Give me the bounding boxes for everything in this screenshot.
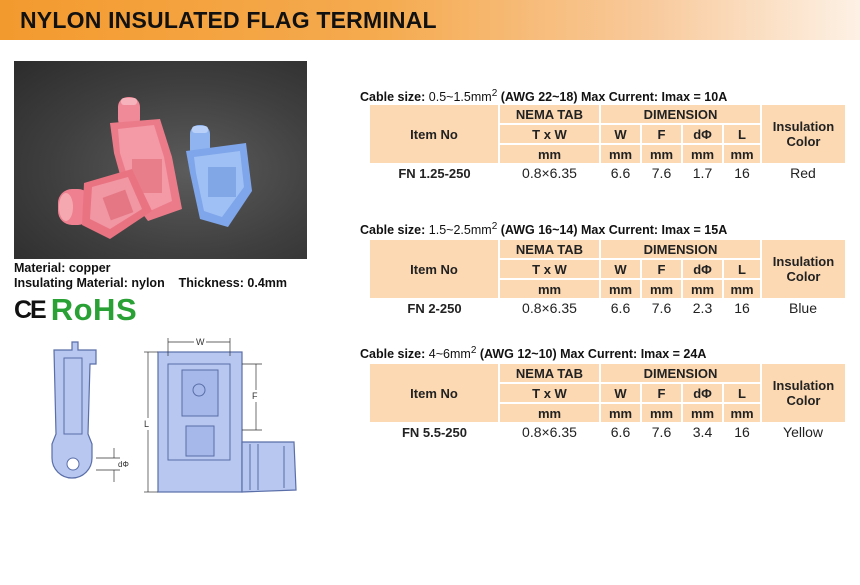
table-row (370, 163, 845, 183)
unit-cell: mm (682, 144, 723, 163)
page-title: NYLON INSULATED FLAG TERMINAL (20, 7, 437, 33)
cable-size: 4~6mm (428, 347, 471, 361)
unit-cell: mm (682, 403, 723, 422)
l-value: 16 (723, 422, 761, 442)
item-number: FN 2-250 (370, 298, 499, 318)
txw-value: 0.8×6.35 (499, 422, 600, 442)
f-value: 7.6 (641, 298, 682, 318)
item-no-header: Item No (370, 364, 499, 422)
l-header: L (723, 383, 761, 403)
f-header: F (641, 259, 682, 279)
side-view (52, 342, 129, 482)
cable-size: 0.5~1.5mm (428, 90, 492, 104)
insulating-material-line: Insulating Material: nylon (14, 276, 165, 290)
front-view (143, 336, 296, 492)
material-info (14, 261, 287, 291)
cable-heading-2 (360, 221, 727, 237)
l-label: L (144, 419, 150, 429)
unit-cell: mm (641, 403, 682, 422)
w-header: W (600, 383, 641, 403)
cable-label: Cable size: (360, 90, 426, 104)
unit-cell: mm (723, 403, 761, 422)
unit-cell: mm (723, 144, 761, 163)
cable-size-sup: 2 (470, 345, 477, 356)
l-header: L (723, 124, 761, 144)
d-phi-header: dΦ (682, 383, 723, 403)
txw-value: 0.8×6.35 (499, 298, 600, 318)
dimension-header: DIMENSION (600, 364, 761, 383)
max-current: Max Current: Imax = 24A (560, 347, 707, 361)
w-value: 6.6 (600, 163, 641, 183)
awg-range: (AWG 22~18) (500, 90, 578, 104)
title-banner (0, 0, 860, 40)
item-no-header: Item No (370, 240, 499, 298)
f-header: F (641, 124, 682, 144)
d-phi-value: 1.7 (682, 163, 723, 183)
insulation-color-header: Insulation Color (761, 240, 845, 298)
cable-size-sup: 2 (491, 88, 498, 99)
unit-cell: mm (499, 279, 600, 298)
d-phi-value: 2.3 (682, 298, 723, 318)
cable-size-sup: 2 (491, 221, 498, 232)
w-value: 6.6 (600, 298, 641, 318)
unit-cell: mm (600, 403, 641, 422)
insulation-color-value: Blue (761, 298, 845, 318)
nema-tab-header: NEMA TAB (499, 240, 600, 259)
unit-cell: mm (499, 403, 600, 422)
f-value: 7.6 (641, 163, 682, 183)
unit-cell: mm (723, 279, 761, 298)
nema-tab-header: NEMA TAB (499, 105, 600, 124)
txw-value: 0.8×6.35 (499, 163, 600, 183)
l-header: L (723, 259, 761, 279)
table-row (370, 422, 845, 442)
unit-cell: mm (600, 279, 641, 298)
txw-header: T x W (499, 124, 600, 144)
insulation-color-header: Insulation Color (761, 364, 845, 422)
unit-cell: mm (641, 144, 682, 163)
ce-mark: CE (14, 295, 45, 324)
max-current: Max Current: Imax = 15A (580, 223, 728, 237)
table-row (370, 298, 845, 318)
cable-size: 1.5~2.5mm (428, 223, 492, 237)
awg-range: (AWG 16~14) (500, 223, 578, 237)
dimension-header: DIMENSION (600, 105, 761, 124)
w-header: W (600, 259, 641, 279)
w-header: W (600, 124, 641, 144)
txw-header: T x W (499, 383, 600, 403)
material-line: Material: copper (14, 261, 111, 275)
txw-header: T x W (499, 259, 600, 279)
w-value: 6.6 (600, 422, 641, 442)
d-phi-label: dΦ (118, 460, 129, 469)
insulation-color-header: Insulation Color (761, 105, 845, 163)
spec-table-1 (370, 105, 845, 183)
certifications (14, 292, 137, 328)
dimension-header: DIMENSION (600, 240, 761, 259)
cable-label: Cable size: (360, 347, 426, 361)
insulation-color-value: Red (761, 163, 845, 183)
cable-label: Cable size: (360, 223, 426, 237)
terminal-photo-image (14, 61, 307, 259)
l-value: 16 (723, 298, 761, 318)
rohs-mark: RoHS (50, 292, 138, 327)
item-number: FN 5.5-250 (370, 422, 499, 442)
unit-cell: mm (600, 144, 641, 163)
awg-range: (AWG 12~10) (479, 347, 557, 361)
insulation-color-value: Yellow (761, 422, 845, 442)
d-phi-header: dΦ (682, 259, 723, 279)
thickness-line: Thickness: 0.4mm (178, 276, 288, 290)
f-header: F (641, 383, 682, 403)
f-value: 7.6 (641, 422, 682, 442)
technical-drawing (44, 334, 306, 502)
item-number: FN 1.25-250 (370, 163, 499, 183)
l-value: 16 (723, 163, 761, 183)
d-phi-value: 3.4 (682, 422, 723, 442)
max-current: Max Current: Imax = 10A (580, 90, 728, 104)
cable-heading-3 (360, 345, 706, 361)
f-label: F (252, 391, 258, 401)
unit-cell: mm (499, 144, 600, 163)
w-label: W (196, 337, 205, 347)
spec-table-2 (370, 240, 845, 318)
d-phi-header: dΦ (682, 124, 723, 144)
cable-heading-1 (360, 88, 727, 104)
product-photo (14, 61, 307, 259)
unit-cell: mm (641, 279, 682, 298)
nema-tab-header: NEMA TAB (499, 364, 600, 383)
unit-cell: mm (682, 279, 723, 298)
spec-table-3 (370, 364, 845, 442)
item-no-header: Item No (370, 105, 499, 163)
